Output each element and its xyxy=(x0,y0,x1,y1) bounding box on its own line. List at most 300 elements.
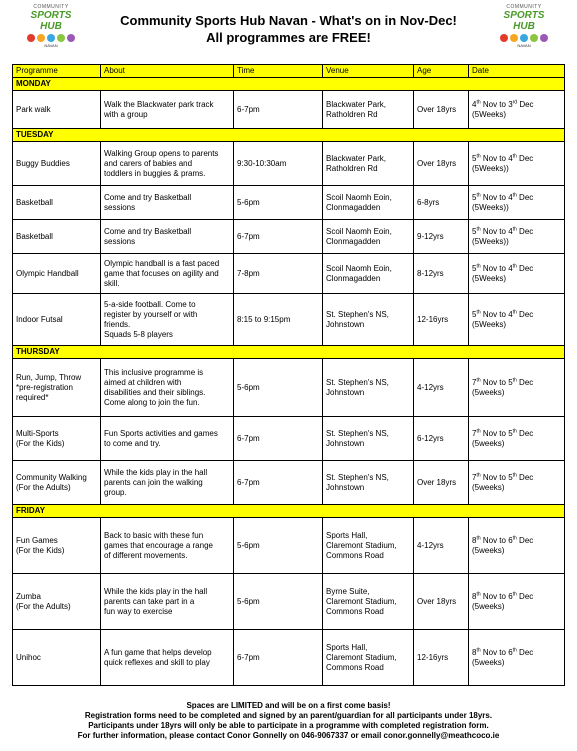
date-weeks: (5weeks) xyxy=(472,387,505,397)
time-cell xyxy=(234,91,323,129)
date-mid: Nov to 4 xyxy=(480,226,513,236)
age-cell xyxy=(414,630,469,686)
programme-cell xyxy=(13,417,101,461)
venue-line: Clonmagadden xyxy=(326,202,381,212)
venue-line: Johnstown xyxy=(326,319,365,329)
table-row xyxy=(13,574,565,630)
date-day-start: 8 xyxy=(472,535,477,545)
venue-cell xyxy=(323,142,414,186)
age-cell xyxy=(414,220,469,254)
time-line: 6-7pm xyxy=(237,104,260,114)
venue-cell xyxy=(323,461,414,505)
date-mid: Nov to 5 xyxy=(480,472,513,482)
date-mid: Nov to 6 xyxy=(480,647,513,657)
day-label: TUESDAY xyxy=(13,129,565,142)
ordinal-th: th xyxy=(512,534,517,541)
about-line: Come along to join the fun. xyxy=(104,397,200,407)
about-line: games that encourage a range xyxy=(104,540,213,550)
about-line: While the kids play in the hall xyxy=(104,467,208,477)
about-line: to come and try. xyxy=(104,438,161,448)
ordinal-th: th xyxy=(512,646,517,653)
age-cell xyxy=(414,142,469,186)
time-cell xyxy=(234,518,323,574)
date-line xyxy=(472,100,561,110)
col-header-about: About xyxy=(101,65,234,78)
age-line: Over 18yrs xyxy=(417,104,457,114)
ordinal-th: th xyxy=(512,152,517,159)
date-day-start: 8 xyxy=(472,591,477,601)
about-cell xyxy=(101,518,234,574)
date-weeks: (5Weeks) xyxy=(472,319,507,329)
table-row xyxy=(13,630,565,686)
programme-line: Indoor Futsal xyxy=(16,314,63,324)
date-day-start: 5 xyxy=(472,153,477,163)
time-line: 5-6pm xyxy=(237,197,260,207)
date-day-start: 5 xyxy=(472,263,477,273)
venue-line: Claremont Stadium, xyxy=(326,596,397,606)
footer-line: For further information, please contact Conor Gonnelly on 046-9067337 or email conor.gonnelly@meathcoco.ie xyxy=(77,731,500,740)
date-end: Dec xyxy=(516,263,534,273)
about-line: Fun Sports activities and games xyxy=(104,428,218,438)
ordinal-th: th xyxy=(512,262,517,269)
table-row xyxy=(13,186,565,220)
time-cell xyxy=(234,254,323,294)
about-line: aimed at children with xyxy=(104,377,182,387)
ordinal-th: th xyxy=(512,590,517,597)
venue-line: Scoil Naomh Eoin, xyxy=(326,263,392,273)
programme-cell xyxy=(13,574,101,630)
about-cell xyxy=(101,294,234,346)
date-end: Dec xyxy=(516,377,534,387)
date-end: Dec xyxy=(516,226,534,236)
venue-line: Commons Road xyxy=(326,550,384,560)
date-line xyxy=(472,154,561,164)
ordinal-th: th xyxy=(476,191,481,198)
about-cell xyxy=(101,359,234,417)
venue-line: St. Stephen's NS, xyxy=(326,309,389,319)
time-cell xyxy=(234,359,323,417)
date-weeks: (5Weeks)) xyxy=(472,236,509,246)
time-line: 6-7pm xyxy=(237,477,260,487)
age-cell xyxy=(414,518,469,574)
date-line xyxy=(472,473,561,483)
footer-line: Spaces are LIMITED and will be on a first come basis! xyxy=(186,701,391,710)
day-row xyxy=(13,129,565,142)
about-line: fun way to exercise xyxy=(104,606,173,616)
day-row xyxy=(13,346,565,359)
ordinal-th: th xyxy=(512,376,517,383)
date-line xyxy=(472,264,561,274)
schedule-table xyxy=(12,64,565,686)
venue-cell xyxy=(323,294,414,346)
venue-cell xyxy=(323,186,414,220)
venue-cell xyxy=(323,630,414,686)
day-label: FRIDAY xyxy=(13,505,565,518)
date-day-start: 5 xyxy=(472,309,477,319)
age-line: 9-12yrs xyxy=(417,231,444,241)
about-line: sessions xyxy=(104,202,136,212)
about-line: register by yourself or with xyxy=(104,309,198,319)
age-cell xyxy=(414,359,469,417)
date-line xyxy=(472,648,561,658)
col-header-date: Date xyxy=(469,65,565,78)
age-line: Over 18yrs xyxy=(417,596,457,606)
age-line: 6-8yrs xyxy=(417,197,440,207)
date-line xyxy=(472,536,561,546)
programme-cell xyxy=(13,461,101,505)
ordinal-th: th xyxy=(476,427,481,434)
programme-line: Basketball xyxy=(16,231,53,241)
about-line: Squads 5-8 players xyxy=(104,329,173,339)
date-line xyxy=(472,592,561,602)
table-row xyxy=(13,220,565,254)
header-row xyxy=(13,65,565,78)
about-line: quick reflexes and skill to play xyxy=(104,657,210,667)
table-row xyxy=(13,417,565,461)
time-line: 5-6pm xyxy=(237,540,260,550)
ordinal-th: rd xyxy=(512,98,518,105)
age-line: 4-12yrs xyxy=(417,382,444,392)
date-weeks: (5weeks) xyxy=(472,545,505,555)
time-cell xyxy=(234,142,323,186)
date-day-start: 4 xyxy=(472,99,477,109)
ordinal-th: th xyxy=(512,308,517,315)
date-day-start: 5 xyxy=(472,192,477,202)
about-cell xyxy=(101,461,234,505)
title-line1: Community Sports Hub Navan - What's on in Nov-Dec! xyxy=(120,13,457,28)
programme-line: Zumba xyxy=(16,591,41,601)
programme-cell xyxy=(13,359,101,417)
venue-line: Commons Road xyxy=(326,606,384,616)
date-weeks: (5Weeks)) xyxy=(472,163,509,173)
date-line xyxy=(472,227,561,237)
about-cell xyxy=(101,220,234,254)
about-line: toddlers in buggies & prams. xyxy=(104,168,206,178)
age-line: 12-16yrs xyxy=(417,652,449,662)
footer-line: Registration forms need to be completed and signed by an parent/guardian for all participants under 18yrs. xyxy=(84,711,493,720)
ordinal-th: th xyxy=(476,534,481,541)
date-weeks: (5weeks) xyxy=(472,657,505,667)
date-mid: Nov to 6 xyxy=(480,535,513,545)
table-row xyxy=(13,359,565,417)
time-cell xyxy=(234,294,323,346)
programme-cell xyxy=(13,294,101,346)
date-weeks: (5weeks) xyxy=(472,482,505,492)
date-line xyxy=(472,193,561,203)
footer-notes xyxy=(0,701,577,741)
time-line: 6-7pm xyxy=(237,231,260,241)
time-line: 5-6pm xyxy=(237,596,260,606)
venue-line: St. Stephen's NS, xyxy=(326,377,389,387)
day-label: THURSDAY xyxy=(13,346,565,359)
date-mid: Nov to 4 xyxy=(480,263,513,273)
age-line: 4-12yrs xyxy=(417,540,444,550)
venue-line: Scoil Naomh Eoin, xyxy=(326,192,392,202)
venue-line: Ratholdren Rd xyxy=(326,163,378,173)
date-end: Dec xyxy=(517,99,534,109)
date-cell xyxy=(469,359,565,417)
about-cell xyxy=(101,417,234,461)
day-row xyxy=(13,505,565,518)
ordinal-th: th xyxy=(476,308,481,315)
logo-line2: SPORTS HUB xyxy=(30,10,72,32)
logo-line3: NAVAN xyxy=(44,43,58,48)
about-line: Come and try Basketball xyxy=(104,226,192,236)
venue-line: Sports Hall, xyxy=(326,642,368,652)
date-day-start: 7 xyxy=(472,472,477,482)
programme-line: (For the Adults) xyxy=(16,482,71,492)
time-cell xyxy=(234,574,323,630)
about-line: While the kids play in the hall xyxy=(104,586,208,596)
date-end: Dec xyxy=(516,309,534,319)
programme-cell xyxy=(13,254,101,294)
age-cell xyxy=(414,91,469,129)
venue-cell xyxy=(323,359,414,417)
date-cell xyxy=(469,518,565,574)
about-line: friends. xyxy=(104,319,131,329)
about-cell xyxy=(101,630,234,686)
date-cell xyxy=(469,294,565,346)
about-line: parents can join the walking xyxy=(104,477,203,487)
venue-line: St. Stephen's NS, xyxy=(326,472,389,482)
time-cell xyxy=(234,461,323,505)
programme-cell xyxy=(13,186,101,220)
about-line: Walk the Blackwater park track xyxy=(104,99,214,109)
ordinal-th: th xyxy=(512,471,517,478)
venue-line: Johnstown xyxy=(326,482,365,492)
age-line: 12-16yrs xyxy=(417,314,449,324)
date-weeks: (5weeks) xyxy=(472,438,505,448)
about-line: group. xyxy=(104,487,127,497)
programme-line: Buggy Buddies xyxy=(16,158,70,168)
date-cell xyxy=(469,461,565,505)
date-mid: Nov to 4 xyxy=(480,153,513,163)
date-mid: Nov to 4 xyxy=(480,192,513,202)
venue-cell xyxy=(323,574,414,630)
age-cell xyxy=(414,417,469,461)
col-header-time: Time xyxy=(234,65,323,78)
age-cell xyxy=(414,254,469,294)
date-day-start: 5 xyxy=(472,226,477,236)
date-cell xyxy=(469,574,565,630)
table-row xyxy=(13,91,565,129)
date-line xyxy=(472,310,561,320)
date-cell xyxy=(469,220,565,254)
about-line: Come and try Basketball xyxy=(104,192,192,202)
footer-line: Participants under 18yrs will only be able to participate in a programme with completed registration form. xyxy=(88,721,489,730)
venue-line: Johnstown xyxy=(326,438,365,448)
venue-line: St. Stephen's NS, xyxy=(326,428,389,438)
about-line: with a group xyxy=(104,109,148,119)
venue-line: Blackwater Park, xyxy=(326,99,387,109)
about-line: and carers of babies and xyxy=(104,158,193,168)
venue-line: Scoil Naomh Eoin, xyxy=(326,226,392,236)
programme-cell xyxy=(13,142,101,186)
table-row xyxy=(13,254,565,294)
age-cell xyxy=(414,461,469,505)
day-row xyxy=(13,78,565,91)
date-cell xyxy=(469,186,565,220)
about-line: parents can take part in a xyxy=(104,596,195,606)
time-cell xyxy=(234,417,323,461)
venue-line: Byrne Suite, xyxy=(326,586,370,596)
date-cell xyxy=(469,142,565,186)
ordinal-th: th xyxy=(476,152,481,159)
about-line: 5-a-side football. Come to xyxy=(104,299,196,309)
venue-cell xyxy=(323,254,414,294)
about-line: A fun game that helps develop xyxy=(104,647,212,657)
date-end: Dec xyxy=(516,192,534,202)
venue-cell xyxy=(323,518,414,574)
about-line: Walking Group opens to parents xyxy=(104,148,219,158)
age-line: Over 18yrs xyxy=(417,158,457,168)
time-cell xyxy=(234,186,323,220)
programme-line: Community Walking xyxy=(16,472,87,482)
programme-line: Multi-Sports xyxy=(16,428,59,438)
date-weeks: (5weeks) xyxy=(472,601,505,611)
logo-line1: COMMUNITY xyxy=(506,4,542,10)
date-mid: Nov to 5 xyxy=(480,428,513,438)
programme-line: Run, Jump, Throw xyxy=(16,372,82,382)
venue-cell xyxy=(323,220,414,254)
programme-cell xyxy=(13,630,101,686)
programme-line: *pre-registration xyxy=(16,382,73,392)
venue-line: Sports Hall, xyxy=(326,530,368,540)
ordinal-th: th xyxy=(476,225,481,232)
date-weeks: (5Weeks) xyxy=(472,273,507,283)
date-mid: Nov to 4 xyxy=(480,309,513,319)
date-cell xyxy=(469,254,565,294)
programme-line: (For the Kids) xyxy=(16,545,65,555)
programme-cell xyxy=(13,518,101,574)
schedule-body xyxy=(13,78,565,686)
date-end: Dec xyxy=(516,153,534,163)
venue-line: Blackwater Park, xyxy=(326,153,387,163)
age-cell xyxy=(414,186,469,220)
date-weeks: (5Weeks)) xyxy=(472,202,509,212)
time-line: 8:15 to 9:15pm xyxy=(237,314,291,324)
venue-line: Clonmagadden xyxy=(326,236,381,246)
time-line: 6-7pm xyxy=(237,652,260,662)
page-title xyxy=(0,12,577,46)
ordinal-th: th xyxy=(476,471,481,478)
ordinal-th: th xyxy=(476,646,481,653)
time-cell xyxy=(234,220,323,254)
venue-line: Commons Road xyxy=(326,662,384,672)
date-line xyxy=(472,378,561,388)
about-line: of different movements. xyxy=(104,550,188,560)
about-line: skill. xyxy=(104,278,120,288)
date-end: Dec xyxy=(516,591,534,601)
about-cell xyxy=(101,574,234,630)
date-end: Dec xyxy=(516,472,534,482)
venue-line: Ratholdren Rd xyxy=(326,109,378,119)
venue-line: Clonmagadden xyxy=(326,273,381,283)
programme-line: (For the Kids) xyxy=(16,438,65,448)
programme-line: Olympic Handball xyxy=(16,268,79,278)
age-cell xyxy=(414,294,469,346)
logo-line2: SPORTS HUB xyxy=(503,10,545,32)
about-line: Olympic handball is a fast paced xyxy=(104,258,220,268)
about-cell xyxy=(101,142,234,186)
about-line: game that focuses on agility and xyxy=(104,268,219,278)
time-line: 9:30-10:30am xyxy=(237,158,287,168)
date-line xyxy=(472,429,561,439)
date-cell xyxy=(469,630,565,686)
ordinal-th: th xyxy=(476,98,481,105)
date-mid: Nov to 6 xyxy=(480,591,513,601)
date-day-start: 7 xyxy=(472,428,477,438)
logo-line1: COMMUNITY xyxy=(33,4,69,10)
ordinal-th: th xyxy=(512,191,517,198)
venue-line: Johnstown xyxy=(326,387,365,397)
table-row xyxy=(13,142,565,186)
programme-line: required* xyxy=(16,392,49,402)
logo-line3: NAVAN xyxy=(517,43,531,48)
date-weeks: (5Weeks) xyxy=(472,109,507,119)
ordinal-th: th xyxy=(476,376,481,383)
age-line: 6-12yrs xyxy=(417,433,444,443)
about-line: sessions xyxy=(104,236,136,246)
age-cell xyxy=(414,574,469,630)
date-end: Dec xyxy=(516,428,534,438)
table-row xyxy=(13,461,565,505)
about-line: Back to basic with these fun xyxy=(104,530,204,540)
age-line: 8-12yrs xyxy=(417,268,444,278)
date-cell xyxy=(469,91,565,129)
programme-line: (For the Adults) xyxy=(16,601,71,611)
ordinal-th: th xyxy=(512,225,517,232)
date-day-start: 8 xyxy=(472,647,477,657)
col-header-age: Age xyxy=(414,65,469,78)
ordinal-th: th xyxy=(512,427,517,434)
ordinal-th: th xyxy=(476,590,481,597)
ordinal-th: th xyxy=(476,262,481,269)
venue-cell xyxy=(323,91,414,129)
col-header-venue: Venue xyxy=(323,65,414,78)
programme-line: Unihoc xyxy=(16,652,41,662)
programme-cell xyxy=(13,220,101,254)
programme-cell xyxy=(13,91,101,129)
date-mid: Nov to 5 xyxy=(480,377,513,387)
title-line2: All programmes are FREE! xyxy=(206,30,371,45)
date-end: Dec xyxy=(516,535,534,545)
programme-line: Basketball xyxy=(16,197,53,207)
venue-line: Claremont Stadium, xyxy=(326,540,397,550)
programme-line: Park walk xyxy=(16,104,51,114)
col-header-programme: Programme xyxy=(13,65,101,78)
about-line: disabilities and their siblings. xyxy=(104,387,206,397)
time-cell xyxy=(234,630,323,686)
programme-line: Fun Games xyxy=(16,535,58,545)
time-line: 6-7pm xyxy=(237,433,260,443)
date-end: Dec xyxy=(516,647,534,657)
venue-cell xyxy=(323,417,414,461)
about-cell xyxy=(101,254,234,294)
date-cell xyxy=(469,417,565,461)
age-line: Over 18yrs xyxy=(417,477,457,487)
day-label: MONDAY xyxy=(13,78,565,91)
time-line: 7-8pm xyxy=(237,268,260,278)
about-cell xyxy=(101,186,234,220)
time-line: 5-6pm xyxy=(237,382,260,392)
date-day-start: 7 xyxy=(472,377,477,387)
venue-line: Claremont Stadium, xyxy=(326,652,397,662)
about-cell xyxy=(101,91,234,129)
table-row xyxy=(13,518,565,574)
date-mid: Nov to 3 xyxy=(480,99,513,109)
about-line: This inclusive programme is xyxy=(104,367,204,377)
